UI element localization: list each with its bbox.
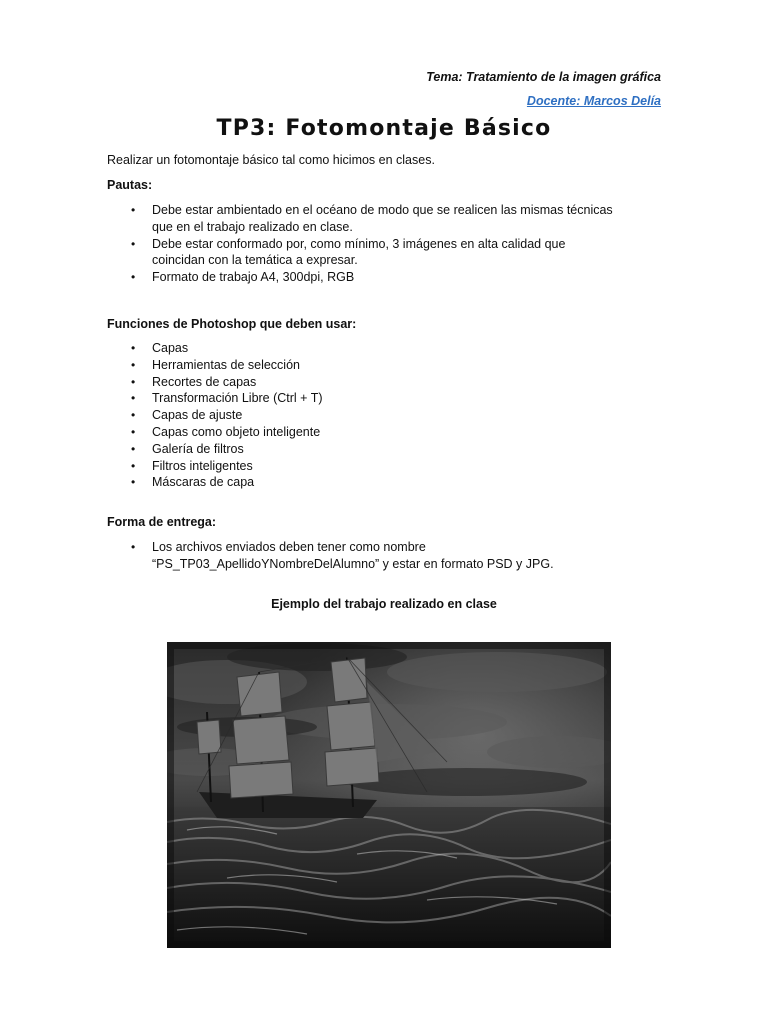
list-item (107, 424, 323, 441)
list-item-text: Máscaras de capa (152, 475, 255, 490)
list-item-text: coincidan con la temática a expresar. (152, 253, 358, 268)
ship-storm-image (167, 642, 611, 948)
list-item-text: Debe estar conformado por, como mínimo, 3 imágenes en alta calidad que (152, 236, 566, 251)
list-item-text: Debe estar ambientado en el océano de modo que se realicen las mismas técnicas (152, 203, 613, 217)
list-item-text: Recortes de capas (152, 374, 257, 389)
list-item (107, 340, 323, 357)
list-item-text: Galería de filtros (152, 441, 244, 456)
list-item (107, 474, 323, 491)
bullet-icon: • (131, 391, 136, 406)
list-item-text: Capas como objeto inteligente (152, 424, 321, 439)
pautas-list (107, 202, 613, 286)
funciones-heading: Funciones de Photoshop que deben usar: (107, 317, 357, 331)
list-item-text: “PS_TP03_ApellidoYNombreDelAlumno” y estar en formato PSD y JPG. (152, 556, 554, 571)
bullet-icon: • (131, 236, 136, 251)
bullet-icon: • (131, 341, 136, 355)
bullet-icon: • (131, 203, 136, 217)
list-item-text: Filtros inteligentes (152, 458, 253, 473)
bullet-icon: • (131, 424, 136, 439)
list-item (107, 236, 613, 270)
list-item (107, 357, 323, 374)
bullet-icon: • (131, 540, 136, 554)
list-item-text: Capas (152, 341, 189, 355)
list-item (107, 458, 323, 475)
entrega-list (107, 539, 554, 573)
list-item (107, 374, 323, 391)
list-item (107, 202, 613, 236)
bullet-icon: • (131, 270, 136, 285)
funciones-list (107, 340, 323, 491)
bullet-icon: • (131, 374, 136, 389)
page-title: TP3: Fotomontaje Básico (216, 116, 552, 141)
list-item-text: que en el trabajo realizado en clase. (152, 219, 353, 234)
list-item (107, 390, 323, 407)
list-item (107, 269, 613, 286)
list-item-text: Formato de trabajo A4, 300dpi, RGB (152, 270, 355, 285)
header-topic: Tema: Tratamiento de la imagen gráfica (426, 70, 661, 84)
list-item (107, 539, 554, 573)
example-photo (167, 642, 611, 948)
pautas-heading: Pautas: (107, 178, 153, 192)
entrega-heading: Forma de entrega: (107, 515, 217, 529)
list-item-text: Transformación Libre (Ctrl + T) (152, 391, 323, 406)
bullet-icon: • (131, 357, 136, 372)
intro-text: Realizar un fotomontaje básico tal como hicimos en clases. (107, 153, 435, 167)
list-item-text: Herramientas de selección (152, 357, 300, 372)
header-teacher-link[interactable]: Docente: Marcos Delía (526, 94, 661, 108)
example-caption: Ejemplo del trabajo realizado en clase (271, 597, 497, 611)
list-item-text: Los archivos enviados deben tener como nombre (152, 540, 426, 554)
list-item (107, 441, 323, 458)
bullet-icon: • (131, 408, 136, 423)
list-item-text: Capas de ajuste (152, 408, 243, 423)
bullet-icon: • (131, 458, 136, 473)
bullet-icon: • (131, 441, 136, 456)
list-item (107, 407, 323, 424)
bullet-icon: • (131, 475, 136, 490)
